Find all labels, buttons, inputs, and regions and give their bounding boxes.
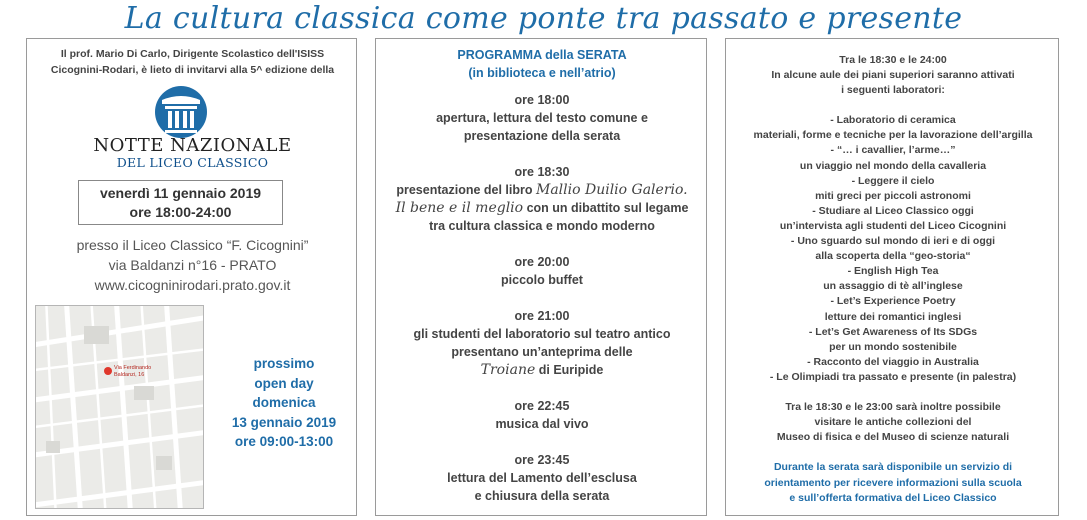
program-slot: ore 20:00 piccolo buffet — [376, 253, 708, 289]
book-title-part-2: Il bene e il meglio — [395, 200, 524, 216]
workshop-item: - Leggere il cielo — [851, 174, 935, 187]
workshop-item: - Let’s Get Awareness of Its SDGs — [808, 325, 978, 338]
orientation-note: Durante la serata sarà disponibile un servizio di orientamento per ricevere informazioni sulla scuola e sull’offerta formativa del Liceo Classico — [764, 461, 1022, 504]
workshops-list: Tra le 18:30 e le 24:00 In alcune aule dei piani superiori saranno attivati i seguenti laboratori: - Laboratorio di ceramica materiali, forme e tecniche per la lavorazione dell’argilla - “… i cavallier, l’arme…” un viaggio nel mondo della cavalleria - Leggere il cielo miti greci per piccoli astronomi - Studiare al Liceo Classico oggi un’intervista agli studenti del Liceo Cicognini - Uno sguardo sul mondo di ieri e di oggi alla scoperta della “geo-storia“ - English High Tea un assaggio di tè all’inglese - Let’s Experience Poetry letture dei romantici inglesi - Let’s Get Awareness of Its SDGs per un mondo sostenibile - Racconto del viaggio in Australia - Le Olimpiadi tra passato e presente (in palestra) Tra le 18:30 e le 23:00 sarà inoltre possibile visitare le antiche collezioni del Museo di fisica e del Museo di scienze naturali — [726, 53, 1060, 445]
book-title-part-1: Mallio Duilio Galerio. — [535, 182, 688, 198]
program-slot: ore 18:00 apertura, lettura del testo comune e presentazione della serata — [376, 91, 708, 145]
liceo-classico-logo-icon — [153, 84, 209, 140]
workshop-item: - Laboratorio di ceramica — [830, 114, 956, 127]
program-slot: ore 18:30 presentazione del libro Mallio Duilio Galerio. Il bene e il meglio con un dibattito sul legame tra cultura classica e mondo moderno — [376, 163, 708, 235]
event-subtitle: DEL LICEO CLASSICO — [116, 155, 269, 170]
slot-time: ore 18:00 — [514, 93, 570, 107]
program-slot: ore 23:45 lettura del Lamento dell’esclusa e chiusura della serata — [376, 451, 708, 505]
event-date-box — [78, 180, 283, 225]
workshop-item: - “… i cavallier, l’arme…” — [830, 144, 956, 157]
invitation-intro: Il prof. Mario Di Carlo, Dirigente Scolastico dell'ISISS Cicognini-Rodari, è lieto di invitarvi alla 5^ edizione della — [50, 48, 335, 76]
invitation-panel — [26, 38, 357, 516]
map-pin-label-2: Baldanzi, 16 — [114, 372, 145, 378]
program-slot: ore 22:45 musica dal vivo — [376, 397, 708, 433]
program-schedule — [376, 91, 708, 520]
workshop-item: - Let’s Experience Poetry — [830, 295, 956, 308]
website-link[interactable]: www.cicogninirodari.prato.gov.it — [94, 277, 291, 293]
slot-time: ore 21:00 — [514, 309, 570, 323]
event-time: ore 18:00-24:00 — [129, 204, 232, 220]
slot-time: ore 23:45 — [514, 453, 570, 467]
page-title: La cultura classica come ponte tra passato e presente — [124, 2, 963, 36]
program-heading: PROGRAMMA della SERATA (in biblioteca e nell’atrio) — [457, 48, 627, 80]
location-map[interactable] — [35, 305, 204, 509]
workshop-item: - English High Tea — [847, 265, 939, 278]
program-panel — [375, 38, 707, 516]
play-title: Troiane — [480, 362, 536, 378]
workshop-item: - Studiare al Liceo Classico oggi — [812, 204, 974, 217]
slot-time: ore 18:30 — [514, 165, 570, 179]
open-day-info: prossimo open day domenica 13 gennaio 2019 ore 09:00-13:00 — [231, 356, 337, 449]
event-date: venerdì 11 gennaio 2019 — [99, 185, 262, 201]
event-name: NOTTE NAZIONALE — [93, 135, 292, 156]
venue-info: presso il Liceo Classico “F. Cicognini” via Baldanzi n°16 - PRATO www.cicogninirodari.prato.gov.it — [27, 235, 358, 295]
workshop-item: - Uno sguardo sul mondo di ieri e di oggi — [790, 235, 996, 248]
workshop-item: - Racconto del viaggio in Australia — [807, 355, 979, 368]
map-pin-label-1: Via Ferdinando — [114, 365, 152, 371]
slot-time: ore 20:00 — [514, 255, 570, 269]
program-slot: ore 21:00 gli studenti del laboratorio sul teatro antico presentano un’anteprima delle Troiane di Euripide — [376, 307, 708, 379]
slot-time: ore 22:45 — [514, 399, 570, 413]
workshops-panel — [725, 38, 1059, 516]
workshop-item: - Le Olimpiadi tra passato e presente (in palestra) — [769, 370, 1017, 383]
